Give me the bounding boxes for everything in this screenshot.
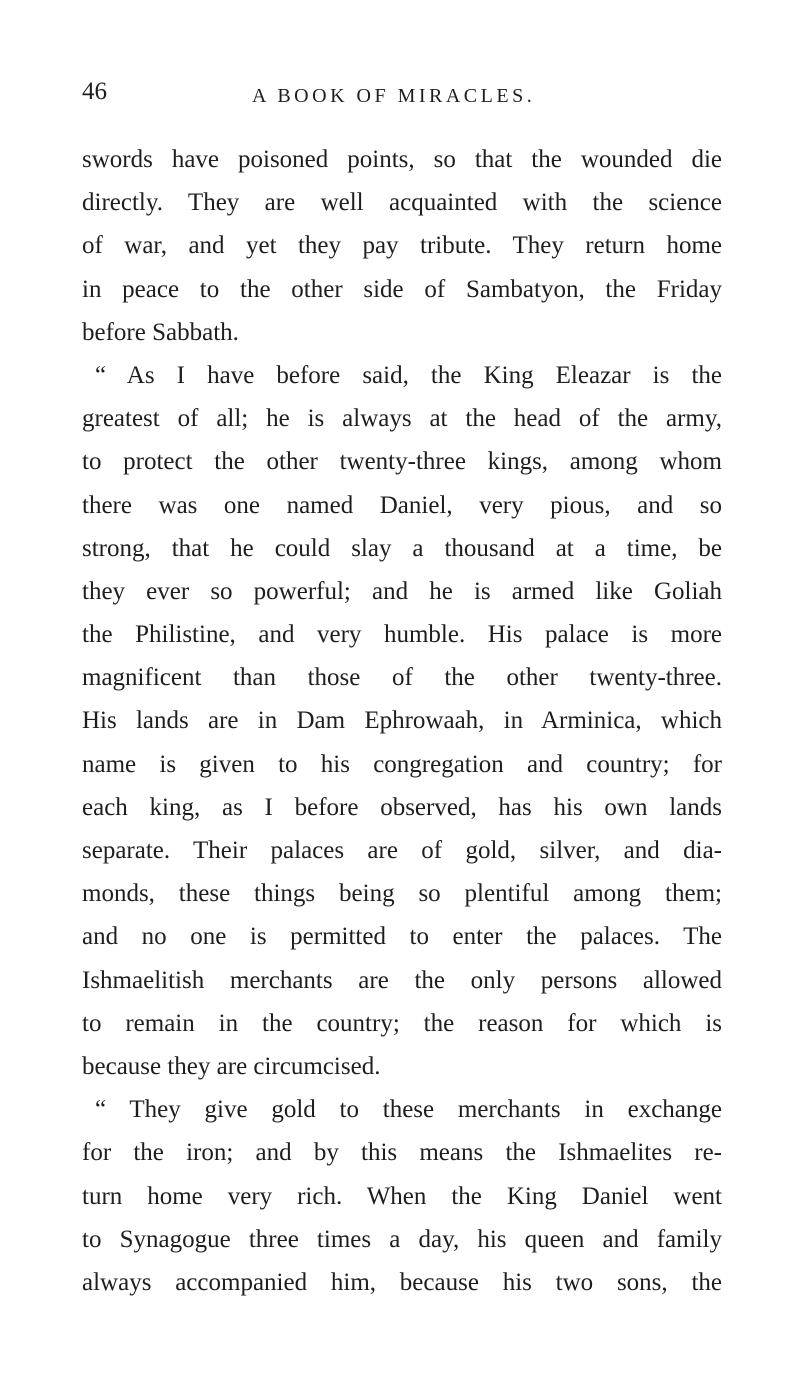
text-line: separate. Their palaces are of gold, silver, and dia- bbox=[82, 837, 722, 864]
text-line: turn home very rich. When the King Daniel went bbox=[82, 1182, 722, 1210]
text-line: because they are circumcised. bbox=[82, 1052, 381, 1080]
text-line: in peace to the other side of Sambatyon, the Friday bbox=[82, 275, 722, 303]
text-line: there was one named Daniel, very pious, and so bbox=[82, 491, 722, 519]
text-line: monds, these things being so plentiful among them; bbox=[82, 880, 722, 908]
page-number: 46 bbox=[82, 78, 107, 105]
text-line: before Sabbath. bbox=[82, 318, 239, 346]
text-line: the Philistine, and very humble. His palace is more bbox=[82, 621, 722, 649]
text-line: to remain in the country; the reason for which is bbox=[82, 1009, 722, 1037]
text-line: greatest of all; he is always at the head of the army, bbox=[82, 405, 722, 433]
text-line: of war, and yet they pay tribute. They return home bbox=[82, 232, 722, 260]
text-line: swords have poisoned points, so that the wounded die bbox=[82, 146, 722, 173]
text-line: and no one is permitted to enter the palaces. The bbox=[82, 923, 722, 951]
text-line: strong, that he could slay a thousand at a time, be bbox=[82, 534, 722, 562]
text-line: to Synagogue three times a day, his queen and family bbox=[82, 1225, 722, 1253]
running-head: A BOOK OF MIRACLES. bbox=[252, 85, 536, 107]
text-line: “ As I have before said, the King Eleazar is the bbox=[95, 361, 722, 389]
text-line: always accompanied him, because his two sons, the bbox=[82, 1268, 722, 1296]
text-line: they ever so powerful; and he is armed like Goliah bbox=[82, 577, 722, 605]
text-line: His lands are in Dam Ephrowaah, in Arminica, which bbox=[82, 707, 722, 735]
text-line: to protect the other twenty-three kings, among whom bbox=[82, 448, 722, 476]
text-line: Ishmaelitish merchants are the only persons allowed bbox=[82, 966, 722, 994]
body-text bbox=[82, 138, 722, 1304]
text-line: “ They give gold to these merchants in exchange bbox=[95, 1096, 722, 1124]
page-header bbox=[82, 77, 722, 117]
text-line: each king, as I before observed, has his own lands bbox=[82, 793, 722, 821]
text-line: for the iron; and by this means the Ishmaelites re- bbox=[82, 1139, 722, 1167]
text-line: name is given to his congregation and country; for bbox=[82, 750, 722, 778]
text-line: magnificent than those of the other twenty-three. bbox=[82, 664, 722, 692]
text-line: directly. They are well acquainted with the science bbox=[82, 189, 722, 217]
